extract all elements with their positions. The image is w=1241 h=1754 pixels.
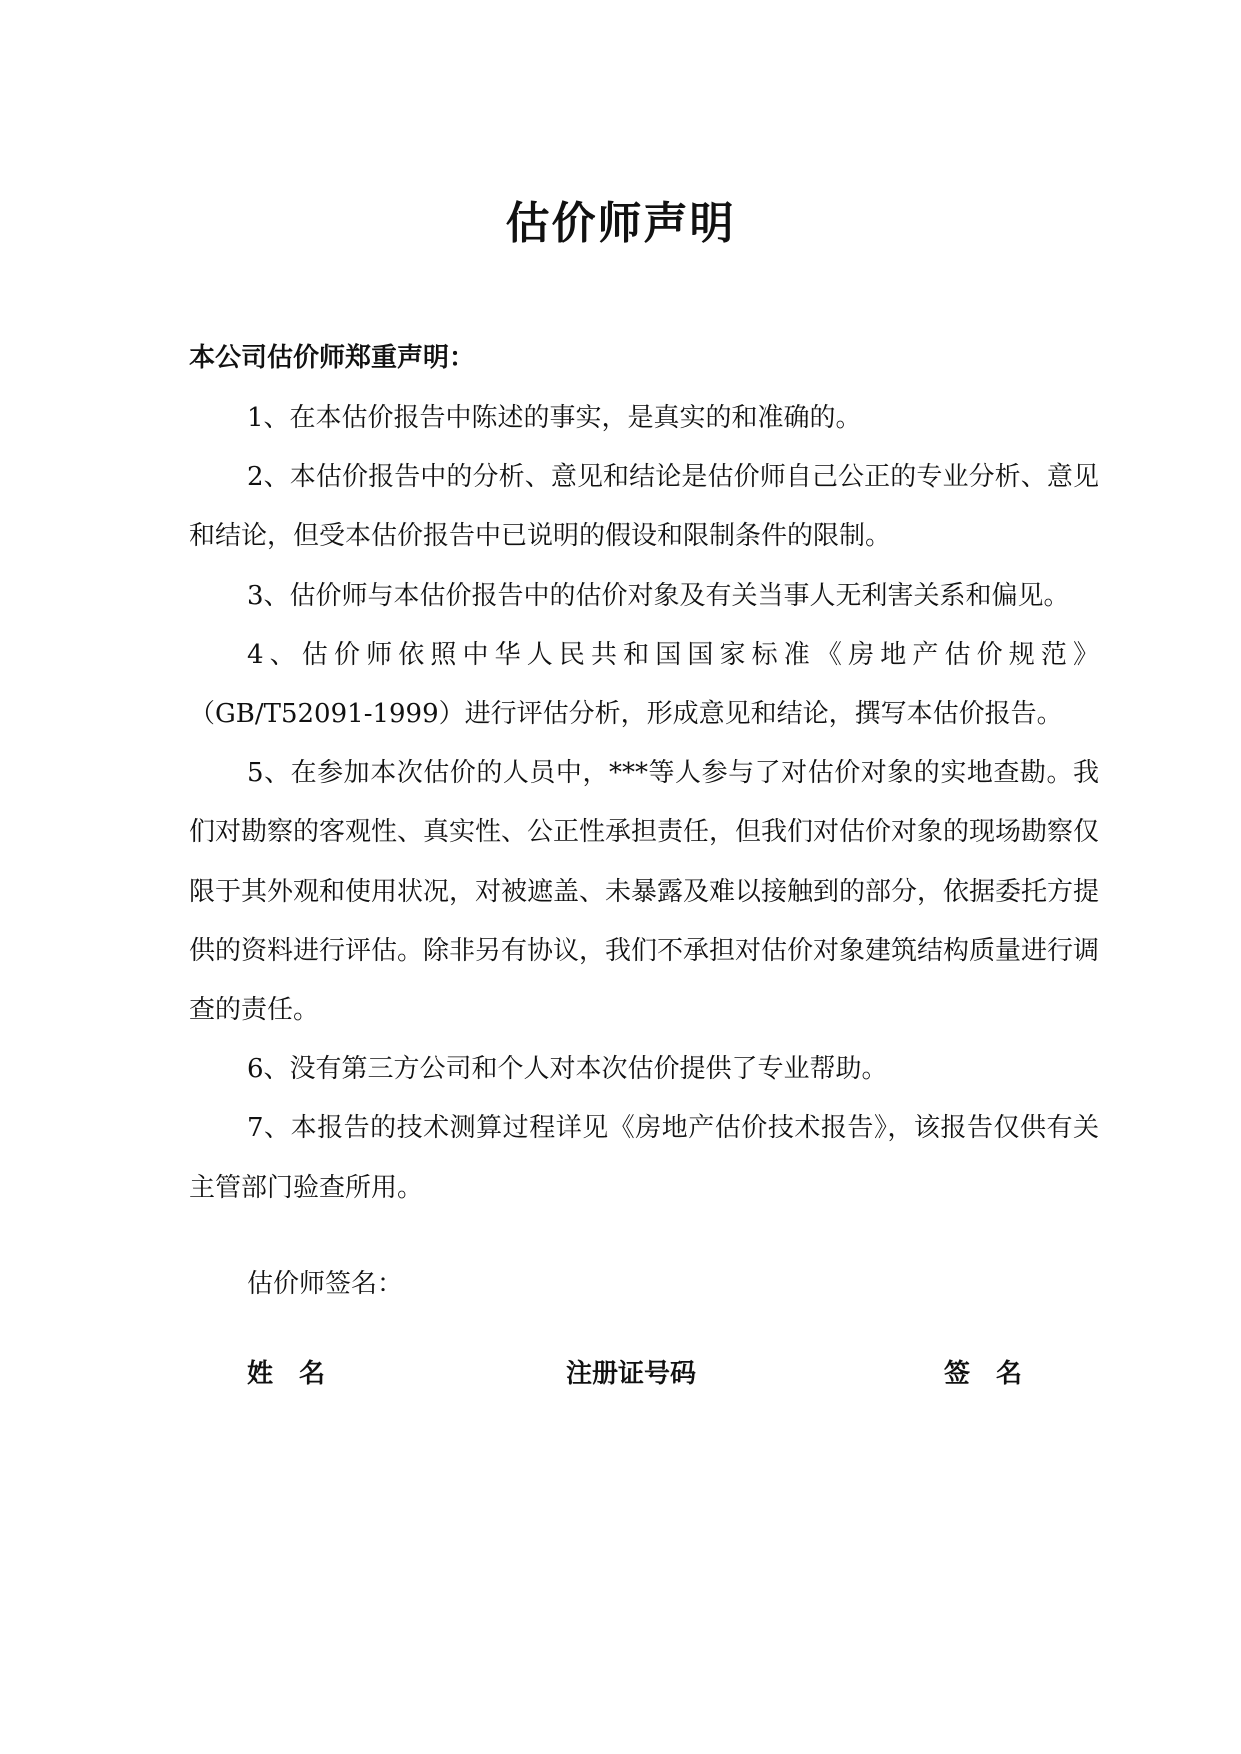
signature-prompt: 估价师签名： — [247, 1269, 404, 1299]
column-header-name: 姓 名 — [247, 1359, 326, 1389]
declaration-item-1: 1、在本估价报告中陈述的事实，是真实的和准确的。 — [247, 403, 862, 433]
column-header-signature: 签 名 — [944, 1359, 1023, 1389]
column-header-registration-number: 注册证号码 — [566, 1359, 697, 1389]
declaration-body — [189, 389, 1099, 1218]
declaration-item-2: 2、本估价报告中的分析、意见和结论是估价师自己公正的专业分析、意见和结论，但受本估价报告中已说明的假设和限制条件的限制。 — [189, 462, 1099, 552]
signer-table-header — [0, 1354, 1241, 1394]
declaration-item-7: 7、本报告的技术测算过程详见《房地产估价技术报告》，该报告仅供有关主管部门验查所用。 — [189, 1113, 1099, 1203]
declaration-item-4: 4、估价师依照中华人民共和国国家标准《房地产估价规范》（GB/T52091-1999）进行评估分析，形成意见和结论，撰写本估价报告。 — [189, 639, 1099, 730]
declaration-item-6: 6、没有第三方公司和个人对本次估价提供了专业帮助。 — [247, 1054, 888, 1085]
declaration-item-5: 5、在参加本次估价的人员中，***等人参与了对估价对象的实地查勘。我们对勘察的客观性、真实性、公正性承担责任，但我们对估价对象的现场勘察仅限于其外观和使用状况，对被遮盖、未暴露及难以接触到的部分，依据委托方提供的资料进行评估。除非另有协议，我们不承担对估价对象建筑结构质量进行调查的责任。 — [189, 758, 1100, 1026]
declaration-intro: 本公司估价师郑重声明： — [189, 343, 476, 373]
page-title: 估价师声明 — [505, 198, 736, 249]
declaration-item-3: 3、估价师与本估价报告中的估价对象及有关当事人无利害关系和偏见。 — [247, 580, 1070, 611]
